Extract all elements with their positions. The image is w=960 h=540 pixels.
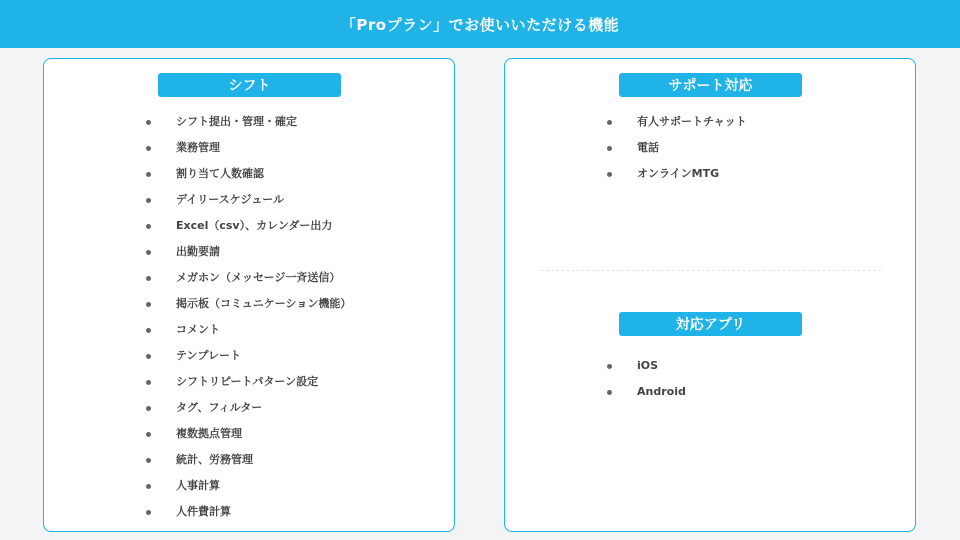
bullet-icon xyxy=(146,458,151,463)
section-divider xyxy=(541,270,881,271)
shift-section-title: シフト xyxy=(158,73,341,97)
bullet-icon xyxy=(146,172,151,177)
support-and-apps-card: サポート対応 有人サポートチャット 電話 オンラインMTG 対応アプリ iOS Android xyxy=(504,58,916,532)
bullet-icon xyxy=(146,484,151,489)
bullet-icon xyxy=(607,364,612,369)
page-header xyxy=(0,0,960,48)
bullet-icon xyxy=(146,120,151,125)
bullet-icon xyxy=(607,390,612,395)
apps-section-title: 対応アプリ xyxy=(619,312,802,336)
bullet-icon xyxy=(607,146,612,151)
bullet-icon xyxy=(146,276,151,281)
bullet-icon xyxy=(146,302,151,307)
bullet-icon xyxy=(146,354,151,359)
bullet-icon xyxy=(607,172,612,177)
bullet-icon xyxy=(146,380,151,385)
bullet-icon xyxy=(146,198,151,203)
shift-features-card: シフト シフト提出・管理・確定 業務管理 割り当て人数確認 デイリースケジュール Excel（csv）、カレンダー出力 出勤要請 メガホン（メッセージ一斉送信） 掲示板（コミュニケーション機能） コメント テンプレート シフトリピートパターン設定 タグ、フィルター 複数拠点管理 統計、労務管理 人事計算 人件費計算 xyxy=(43,58,455,532)
bullet-icon xyxy=(146,510,151,515)
bullet-icon xyxy=(146,250,151,255)
page-title: 「Proプラン」でお使いいただける機能 xyxy=(340,15,620,34)
bullet-icon xyxy=(607,120,612,125)
bullet-icon xyxy=(146,406,151,411)
bullet-icon xyxy=(146,328,151,333)
bullet-icon xyxy=(146,432,151,437)
bullet-icon xyxy=(146,146,151,151)
support-section-title: サポート対応 xyxy=(619,73,802,97)
bullet-icon xyxy=(146,224,151,229)
